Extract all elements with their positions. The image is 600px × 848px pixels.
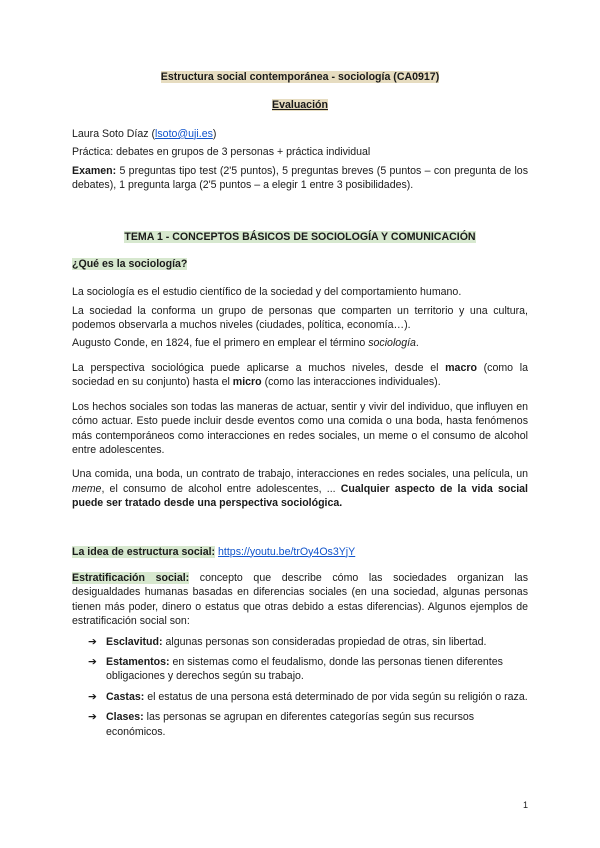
list-item	[88, 710, 528, 739]
document-title-wrap	[72, 70, 528, 84]
perspective-text-c: (como las interacciones individuales).	[261, 376, 441, 389]
question-heading: ¿Qué es la sociología?	[72, 257, 188, 270]
evaluation-heading-wrap	[72, 98, 528, 112]
teacher-email-link[interactable]: lsoto@uji.es	[155, 127, 213, 140]
list-item-text: las personas se agrupan en diferentes categorías según sus recursos económicos.	[106, 711, 475, 738]
stratification-list	[88, 635, 528, 739]
arrow-icon: ➔	[88, 711, 97, 724]
meme-term: meme	[72, 482, 102, 495]
structure-line	[72, 545, 528, 559]
tema1-heading-wrap	[72, 230, 528, 244]
perspective-text-b: (como la sociedad en su conjunto) hasta el	[72, 361, 528, 389]
list-item-text: el estatus de una persona está determinado de por vida según su religión o raza.	[144, 690, 528, 703]
paragraph-definition: La sociología es el estudio científico de la sociedad y del comportamiento humano.	[72, 286, 462, 299]
list-item	[88, 635, 528, 649]
paragraph-society: La sociedad la conforma un grupo de personas que comparten un territorio y una cultura, podemos observarla a muchos niveles (ciudades, política, economía…).	[72, 304, 528, 332]
page-number: 1	[522, 800, 528, 810]
structure-video-link[interactable]: https://youtu.be/trOy4Os3YjY	[218, 545, 356, 558]
list-item	[88, 690, 528, 704]
practice-line: Práctica: debates en grupos de 3 personas + práctica individual	[72, 146, 371, 159]
conde-end: .	[415, 337, 419, 350]
paragraph-conde	[72, 336, 528, 350]
paragraph-social-facts: Los hechos sociales son todas las maneras de actuar, sentir y vivir del individuo, que influyen en cómo actuar. Esto puede incluir desde eventos como una comida o una boda, hasta fenómenos más contemporáneos como interacciones en redes sociales, un meme o el consumo de alcohol entre adolescentes.	[72, 400, 528, 456]
examples-text-b: , el consumo de alcohol entre adolescentes, ...	[101, 482, 341, 495]
examples-text-a: Una comida, una boda, un contrato de trabajo, interacciones en redes sociales, una película, un	[72, 468, 528, 481]
document-title: Estructura social contemporánea - sociología (CA0917)	[160, 71, 440, 83]
paragraph-perspective	[72, 361, 528, 390]
teacher-close: )	[212, 127, 217, 140]
arrow-icon: ➔	[88, 635, 97, 648]
sociology-term: sociología	[368, 337, 416, 350]
exam-label: Examen:	[72, 164, 117, 177]
paragraph-examples	[72, 467, 528, 510]
exam-line	[72, 164, 528, 193]
structure-label: La idea de estructura social:	[72, 545, 216, 558]
list-item-label: Estamentos:	[106, 655, 170, 668]
macro-term: macro	[445, 361, 477, 374]
arrow-icon: ➔	[88, 655, 97, 668]
document-page	[72, 70, 528, 745]
list-item-text: algunas personas son consideradas propiedad de otras, sin libertad.	[162, 635, 487, 648]
list-item-label: Castas:	[106, 690, 145, 703]
paragraph-stratification	[72, 571, 528, 629]
examples-conclusion: Cualquier aspecto de la vida social puede ser tratado desde una perspectiva sociológica.	[72, 482, 528, 510]
stratification-text: concepto que describe cómo las sociedades organizan las desigualdades humanas basadas en diferencias sociales (en una sociedad, algunas personas tienen más poder, dinero o estatus que otras debido a estas diferencias). Algunos ejemplos de estratificación social son:	[72, 571, 528, 628]
evaluation-heading: Evaluación	[272, 99, 328, 112]
arrow-icon: ➔	[88, 690, 97, 703]
list-item	[88, 655, 528, 684]
teacher-name: Laura Soto Díaz (	[72, 127, 156, 140]
exam-text: 5 preguntas tipo test (2'5 puntos), 5 preguntas breves (5 puntos – con pregunta de los debates), 1 pregunta larga (2'5 puntos – a elegir 1 entre 3 posibilidades).	[72, 164, 528, 192]
conde-text: Augusto Conde, en 1824, fue el primero en emplear el término	[72, 337, 369, 350]
perspective-text-a: La perspectiva sociológica puede aplicarse a muchos niveles, desde el	[72, 361, 446, 374]
list-item-label: Esclavitud:	[106, 635, 163, 648]
teacher-line	[72, 127, 528, 141]
list-item-text: en sistemas como el feudalismo, donde las personas tienen diferentes obligaciones y derechos según su trabajo.	[106, 655, 503, 683]
list-item-label: Clases:	[106, 711, 144, 724]
question-heading-wrap	[72, 257, 528, 271]
micro-term: micro	[232, 376, 262, 389]
tema1-heading: TEMA 1 - CONCEPTOS BÁSICOS DE SOCIOLOGÍA Y COMUNICACIÓN	[124, 231, 476, 244]
stratification-label: Estratificación social:	[72, 571, 190, 584]
